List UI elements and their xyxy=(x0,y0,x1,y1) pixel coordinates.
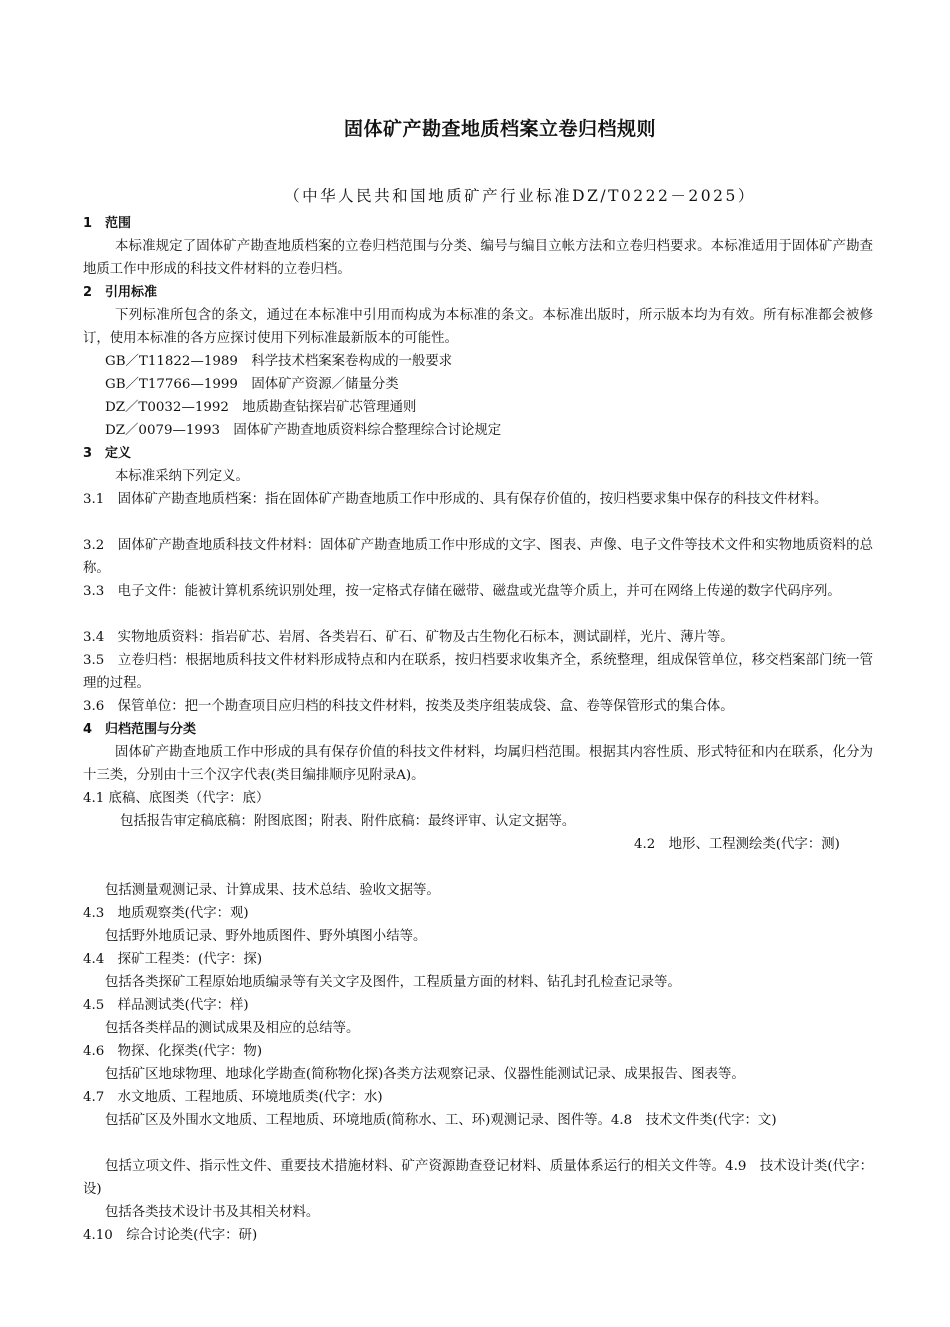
section-1-body: 本标准规定了固体矿产勘查地质档案的立卷归档范围与分类、编号与编目立帐方法和立卷归档要求。本标准适用于固体矿产勘查地质工作中形成的科技文件材料的立卷归档。 xyxy=(83,239,873,277)
reference-item: DZ／T0032—1992 地质勘查钻探岩矿芯管理通则 xyxy=(105,400,417,415)
section-number: 4 xyxy=(83,722,93,737)
section-number: 2 xyxy=(83,285,93,300)
subsection-4-9-body: 包括各类技术设计书及其相关材料。 xyxy=(105,1205,320,1220)
section-heading-text: 定义 xyxy=(105,446,132,461)
section-3-intro: 本标准采纳下列定义。 xyxy=(115,469,249,484)
subsection-4-4-body: 包括各类探矿工程原始地质编录等有关文字及图件，工程质量方面的材料、钻孔封孔检查记录等。 xyxy=(105,975,681,990)
subsection-4-1: 4.1 底稿、底图类（代字：底） xyxy=(83,791,270,806)
subsection-4-3: 4.3 地质观察类(代字：观) xyxy=(83,906,249,921)
section-4-body: 固体矿产勘查地质工作中形成的具有保存价值的科技文件材料，均属归档范围。根据其内容性质、形式特征和内在联系，化分为十三类，分别由十三个汉字代表(类目编排顺序见附录A)。 xyxy=(83,745,873,783)
section-2-body: 下列标准所包含的条文，通过在本标准中引用而构成为本标准的条文。本标准出版时，所示版本均为有效。所有标准都会被修订，使用本标准的各方应探讨使用下列标准最新版本的可能性。 xyxy=(83,308,873,346)
definition-item: 3.3 电子文件：能被计算机系统识别处理，按一定格式存储在磁带、磁盘或光盘等介质上，并可在网络上传递的数字代码序列。 xyxy=(83,584,841,599)
reference-item: DZ／0079—1993 固体矿产勘查地质资料综合整理综合讨论规定 xyxy=(105,423,502,438)
definition-item: 3.5 立卷归档：根据地质科技文件材料形成特点和内在联系，按归档要求收集齐全，系统整理，组成保管单位，移交档案部门统一管理的过程。 xyxy=(83,653,873,691)
section-number: 1 xyxy=(83,216,93,231)
document-subtitle: （中华人民共和国地质矿产行业标准DZ/T0222－2025） xyxy=(284,187,756,205)
reference-item: GB／T11822—1989 科学技术档案案卷构成的一般要求 xyxy=(105,354,453,369)
definition-item: 3.1 固体矿产勘查地质档案：指在固体矿产勘查地质工作中形成的、具有保存价值的，按归档要求集中保存的科技文件材料。 xyxy=(83,492,828,507)
section-3-heading xyxy=(83,442,873,465)
subsection-4-5: 4.5 样品测试类(代字：样) xyxy=(83,998,249,1013)
subsection-4-4: 4.4 探矿工程类：(代字：探) xyxy=(83,952,263,967)
document-title: 固体矿产勘查地质档案立卷归档规则 xyxy=(343,118,656,140)
subsection-4-7: 4.7 水文地质、工程地质、环境地质类(代字：水) xyxy=(83,1090,383,1105)
section-heading-text: 引用标准 xyxy=(105,285,158,300)
subsection-4-3-body: 包括野外地质记录、野外地质图件、野外填图小结等。 xyxy=(105,929,427,944)
definition-item: 3.4 实物地质资料：指岩矿芯、岩屑、各类岩石、矿石、矿物及古生物化石标本，测试副样，光片、薄片等。 xyxy=(83,630,734,645)
subsection-4-2-body: 包括测量观测记录、计算成果、技术总结、验收文据等。 xyxy=(105,883,440,898)
subsection-4-8-body: 包括立项文件、指示性文件、重要技术措施材料、矿产资源勘查登记材料、质量体系运行的相关文件等。4.9 技术设计类(代字：设) xyxy=(83,1159,873,1197)
section-4-heading xyxy=(83,718,873,741)
definition-item: 3.2 固体矿产勘查地质科技文件材料：固体矿产勘查地质工作中形成的文字、图表、声像、电子文件等技术文件和实物地质资料的总称。 xyxy=(83,538,873,576)
section-heading-text: 范围 xyxy=(105,216,132,231)
subsection-4-5-body: 包括各类样品的测试成果及相应的总结等。 xyxy=(105,1021,360,1036)
subsection-4-10: 4.10 综合讨论类(代字：研) xyxy=(83,1228,258,1243)
subsection-4-6-body: 包括矿区地球物理、地球化学勘查(简称物化探)各类方法观察记录、仪器性能测试记录、成果报告、图表等。 xyxy=(105,1067,745,1082)
section-2-heading xyxy=(83,281,873,304)
section-1-heading xyxy=(83,212,873,235)
subsection-4-7-body: 包括矿区及外围水文地质、工程地质、环境地质(简称水、工、环)观测记录、图件等。4.8 技术文件类(代字：文) xyxy=(105,1113,777,1128)
reference-item: GB／T17766—1999 固体矿产资源／储量分类 xyxy=(105,377,399,392)
subsection-4-6: 4.6 物探、化探类(代字：物) xyxy=(83,1044,263,1059)
definition-item: 3.6 保管单位：把一个勘查项目应归档的科技文件材料，按类及类序组装成袋、盒、卷等保管形式的集合体。 xyxy=(83,699,734,714)
section-number: 3 xyxy=(83,446,93,461)
section-heading-text: 归档范围与分类 xyxy=(105,722,197,737)
subsection-4-2: 4.2 地形、工程测绘类(代字：测) xyxy=(634,837,840,852)
subsection-4-1-body: 包括报告审定稿底稿：附图底图；附表、附件底稿：最终评审、认定文据等。 xyxy=(120,814,576,829)
